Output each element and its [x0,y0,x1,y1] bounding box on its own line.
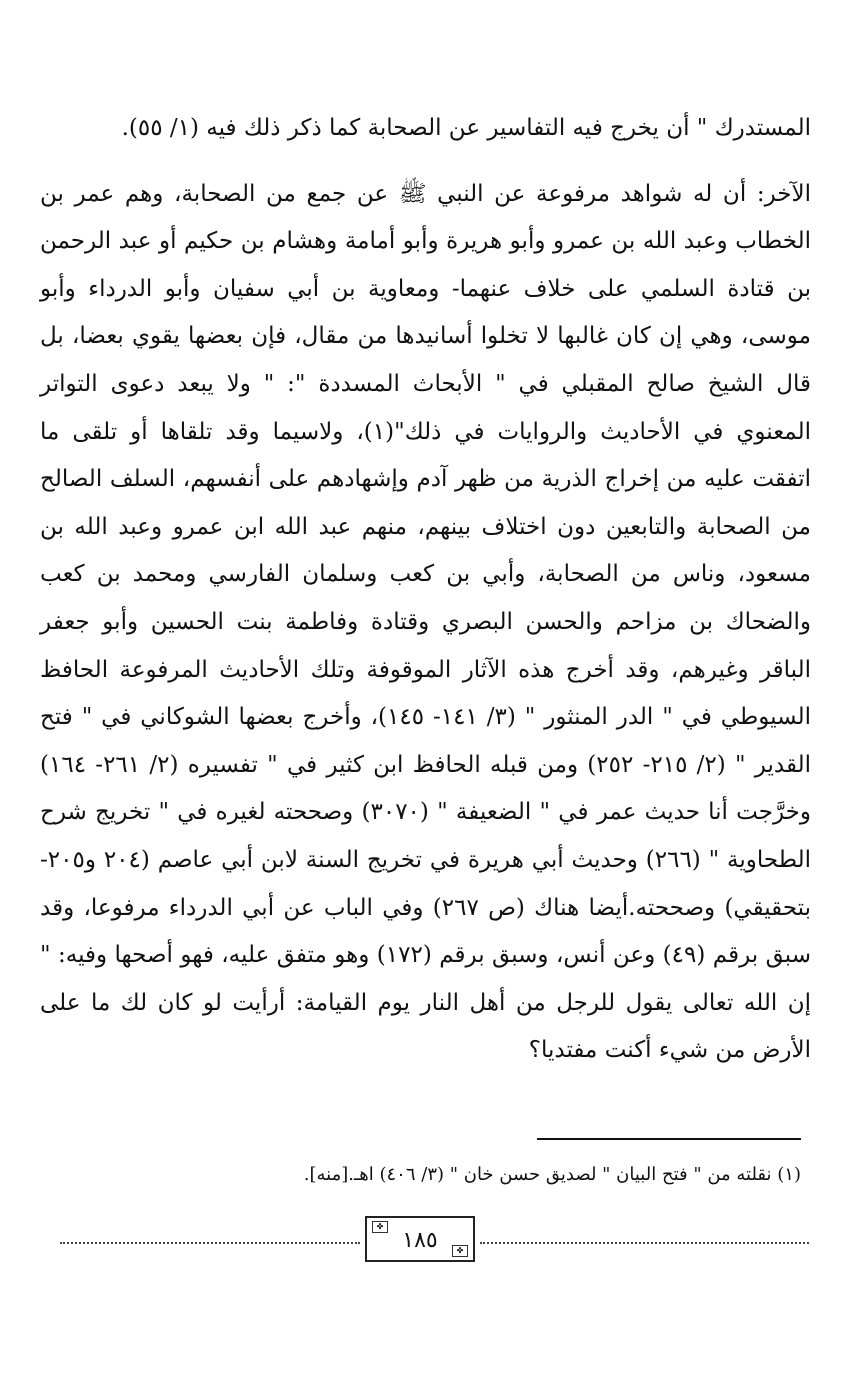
page-number-frame [365,1216,475,1262]
footnote-divider [537,1138,801,1140]
frame-ornament-icon: ✤ [452,1245,468,1257]
footer-dotted-line-left [60,1242,360,1244]
paragraph-main: الآخر: أن له شواهد مرفوعة عن النبي ﷺ عن جمع من الصحابة، وهم عمر بن الخطاب وعبد الله بن عمرو وأبو هريرة وأبو أمامة وهشام بن حكيم أو عبد الرحمن بن قتادة السلمي على خلاف عنهما- ومعاوية بن أبي سفيان وأبو الدرداء وأبو موسى، وهي إن كان غالبها لا تخلوا أسانيدها من مقال، فإن بعضها يقوي بعضا، بل قال الشيخ صالح المقبلي في " الأبحاث المسددة ": " ولا يبعد دعوى التواتر المعنوي في الأحاديث والروايات في ذلك"(١)، ولاسيما وقد تلقاها أو تلقى ما اتفقت عليه من إخراج الذرية من ظهر آدم وإشهادهم على أنفسهم، السلف الصالح من الصحابة والتابعين دون اختلاف بينهم، منهم عبد الله ابن عمرو وعبد الله بن مسعود، وناس من الصحابة، وأبي بن كعب وسلمان الفارسي ومحمد بن كعب والضحاك بن مزاحم والحسن البصري وقتادة وفاطمة بنت الحسين وأبو جعفر الباقر وغيرهم، وقد أخرج هذه الآثار الموقوفة وتلك الأحاديث المرفوعة الحافظ السيوطي في " الدر المنثور " (٣/ ١٤١- ١٤٥)، وأخرج بعضها الشوكاني في " فتح القدير " (٢/ ٢١٥- ٢٥٢) ومن قبله الحافظ ابن كثير في " تفسيره (٢/ ٢٦١- ١٦٤) وخرَّجت أنا حديث عمر في " الضعيفة " (٣٠٧٠) وصححته لغيره في " تخريج شرح الطحاوية " (٢٦٦) وحديث أبي هريرة في تخريج السنة لابن أبي عاصم (٢٠٤ و٢٠٥- بتحقيقي) وصححته.أيضا هناك (ص ٢٦٧) وفي الباب عن أبي الدرداء مرفوعا، وقد سبق برقم (٤٩) وعن أنس، وسبق برقم (١٧٢) وهو متفق عليه، فهو أصحها وفيه: " إن الله تعالى يقول للرجل من أهل النار يوم القيامة: أرأيت لو كان لك ما على الأرض من شيء أكنت مفتديا؟ [40,180,812,1064]
paragraph-continuation: المستدرك " أن يخرج فيه التفاسير عن الصحابة كما ذكر ذلك فيه (١/ ٥٥). [121,115,811,141]
frame-ornament-icon: ✤ [372,1221,388,1233]
footnote: (١) نقلته من " فتح البيان " لصديق حسن خان " (٣/ ٤٠٦) اهـ.[منه]. [303,1164,801,1185]
footer-dotted-line-right [480,1242,809,1244]
page-footer [60,1216,809,1264]
main-text [40,105,811,1075]
page-number: ١٨٥ [402,1228,438,1253]
